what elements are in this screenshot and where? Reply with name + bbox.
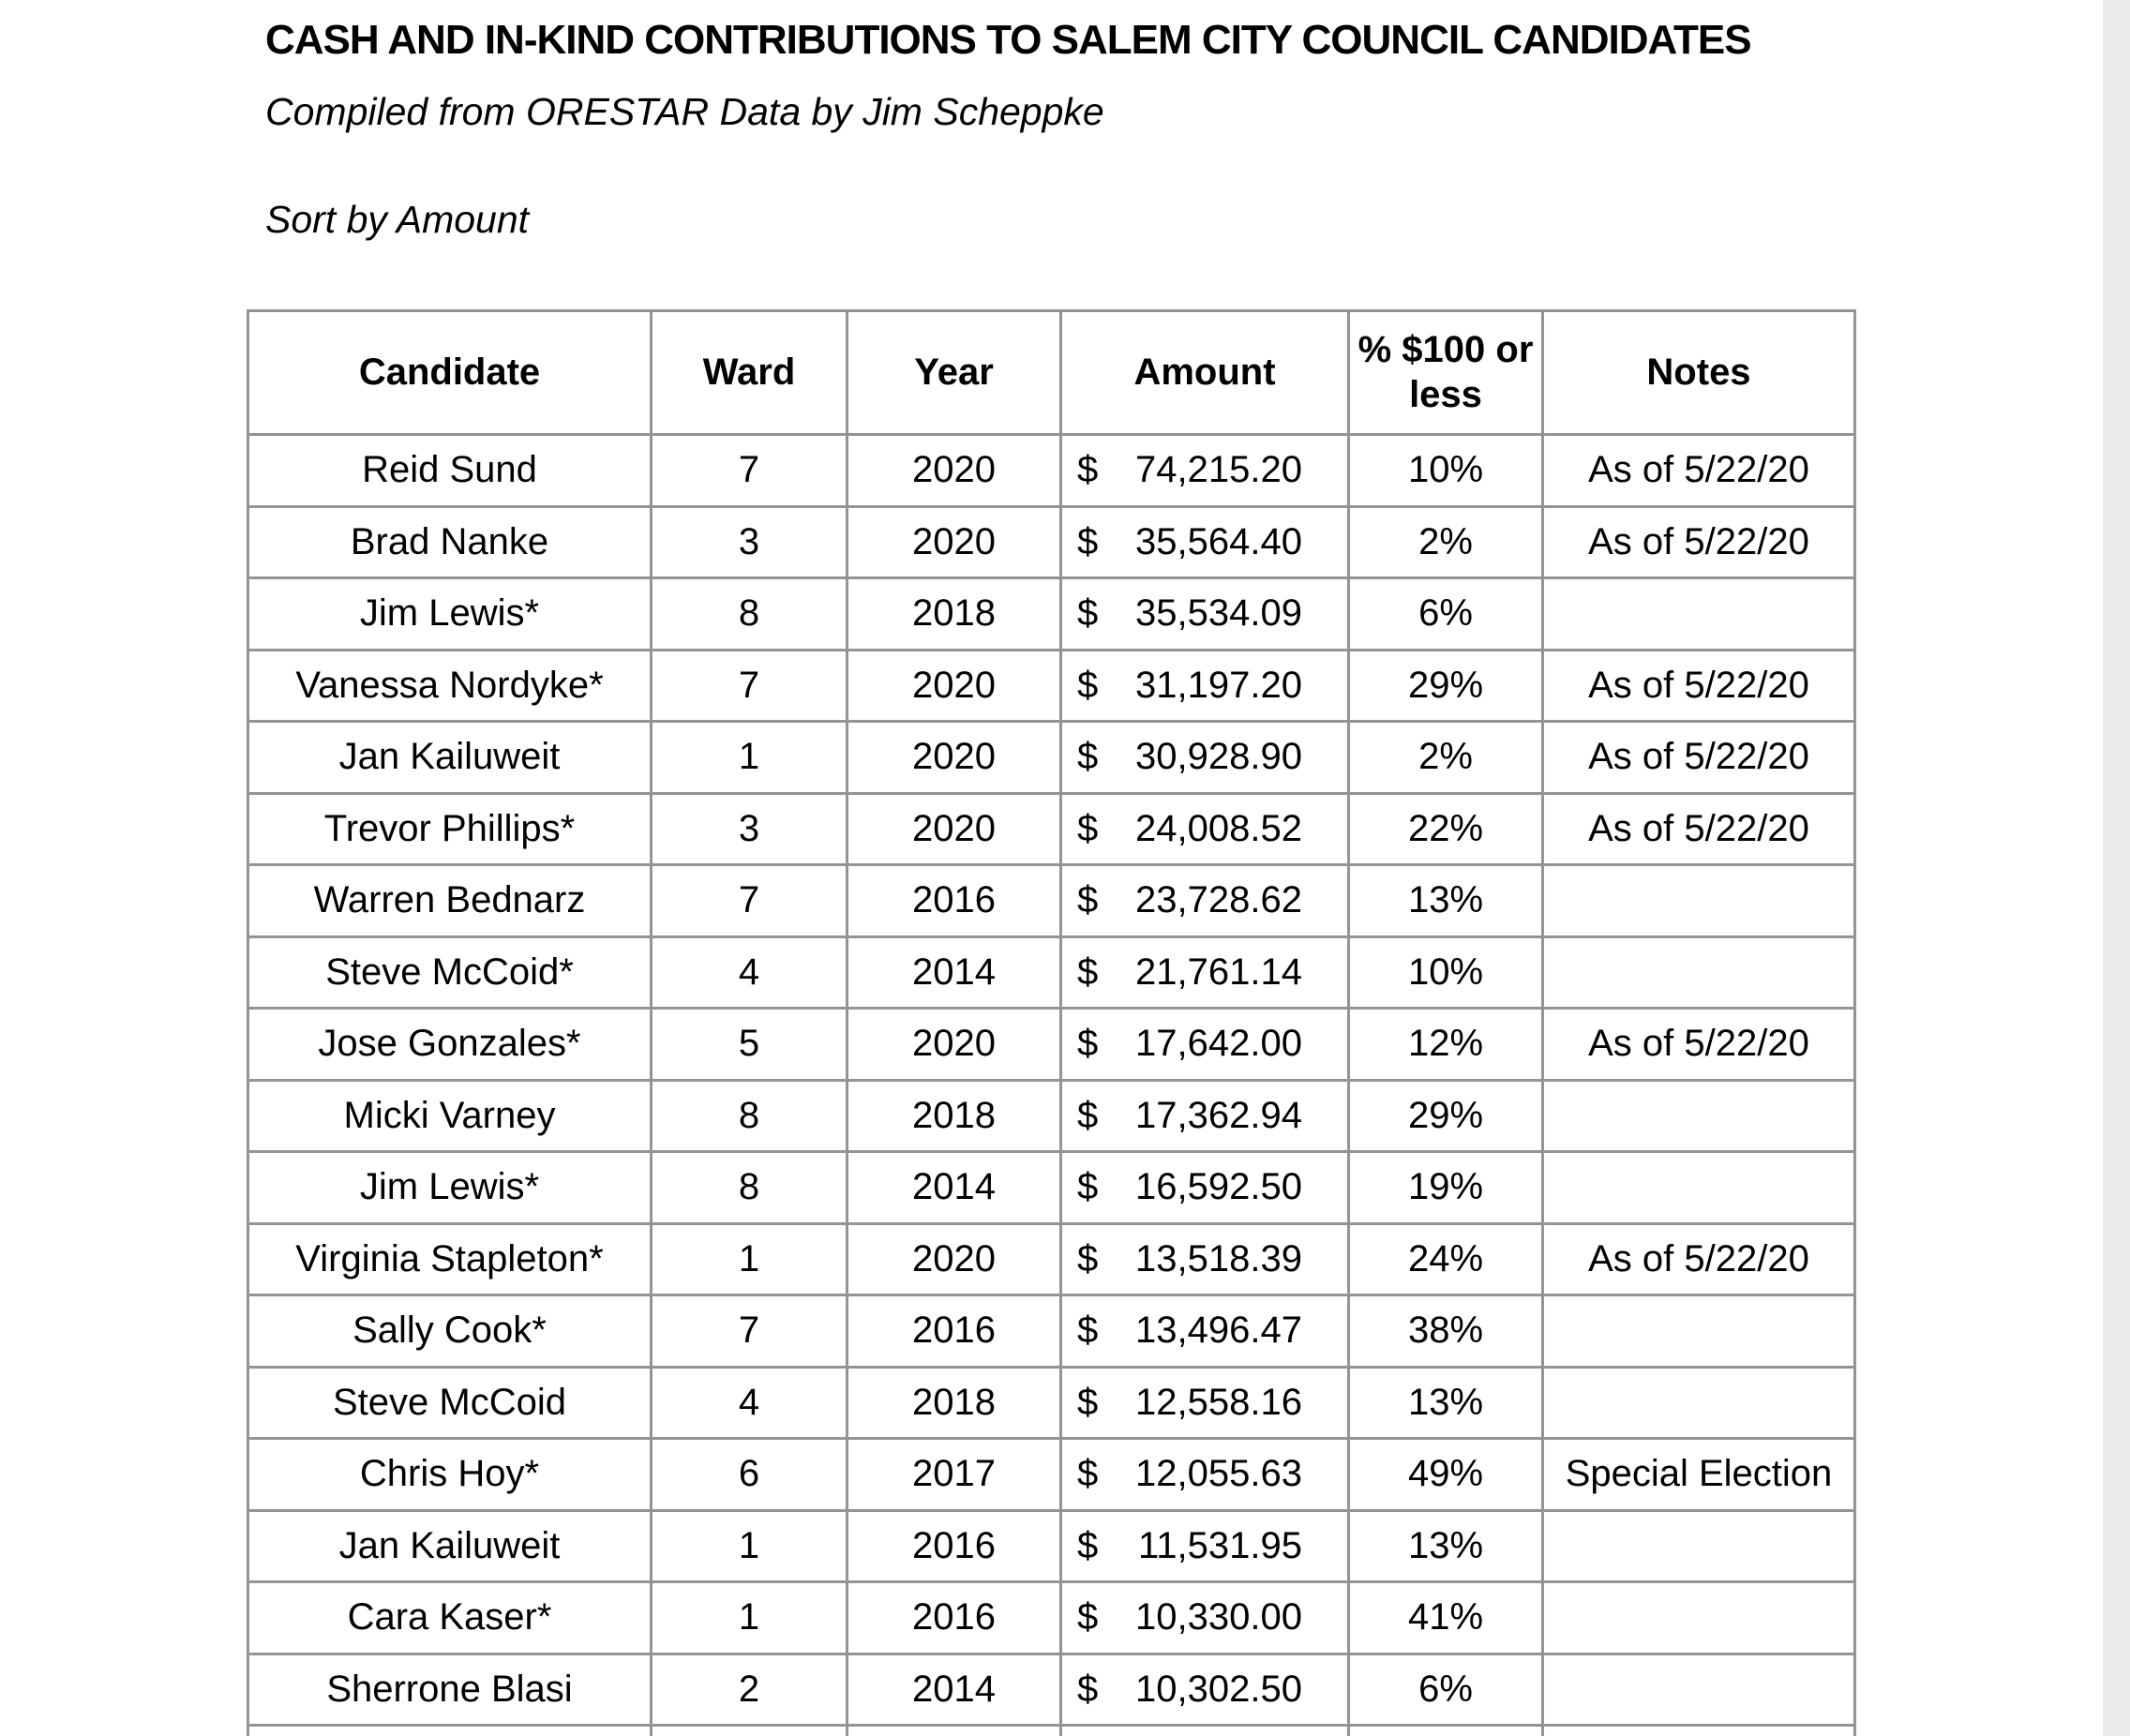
cell-pct-100-or-less: 49%: [1349, 1439, 1543, 1511]
amount-value: 31,197.20: [1135, 664, 1302, 706]
cell-year: 2018: [848, 1080, 1061, 1152]
cell-pct-100-or-less: 10%: [1349, 936, 1543, 1009]
cell-ward: 4: [652, 936, 848, 1009]
cell-candidate: [248, 1726, 652, 1736]
cell-year: 2018: [848, 1367, 1061, 1439]
cell-notes: [1543, 1510, 1855, 1582]
dollar-sign: $: [1077, 1023, 1099, 1065]
amount-value: 35,564.40: [1135, 520, 1302, 562]
cell-year: 2020: [848, 1223, 1061, 1295]
amount-value: 10,330.00: [1135, 1596, 1302, 1639]
cell-candidate: Brad Nanke: [248, 506, 652, 578]
table-header-row: [248, 311, 1855, 435]
cell-year: 2014: [848, 1654, 1061, 1726]
cell-candidate: Jan Kailuweit: [248, 722, 652, 794]
amount-value: 16,592.50: [1135, 1166, 1302, 1208]
cell-candidate: Steve McCoid: [248, 1367, 652, 1439]
cell-candidate: Cara Kaser*: [248, 1582, 652, 1654]
amount-value: 23,728.62: [1135, 879, 1302, 921]
cell-year: 2016: [848, 1510, 1061, 1582]
table-row: [248, 1009, 1855, 1081]
cell-notes: [1543, 865, 1855, 937]
cell-ward: 3: [652, 793, 848, 865]
cell-amount: [1061, 1152, 1349, 1224]
cell-pct-100-or-less: 6%: [1349, 578, 1543, 651]
cell-notes: [1543, 578, 1855, 651]
cell-year: 2017: [848, 1439, 1061, 1511]
cell-ward: 6: [652, 1439, 848, 1511]
cell-pct-100-or-less: 6%: [1349, 1654, 1543, 1726]
dollar-sign: $: [1077, 1309, 1099, 1352]
cell-year: 2014: [848, 936, 1061, 1009]
cell-notes: [1543, 936, 1855, 1009]
cell-year: 2020: [848, 1009, 1061, 1081]
cell-amount: [1061, 1582, 1349, 1654]
cell-pct-100-or-less: 22%: [1349, 793, 1543, 865]
cell-year: 2020: [848, 650, 1061, 722]
cell-ward: 7: [652, 1295, 848, 1368]
cell-notes: [1543, 1152, 1855, 1224]
cell-amount: [1061, 1439, 1349, 1511]
amount-value: 24,008.52: [1135, 807, 1302, 849]
cell-candidate: Jose Gonzales*: [248, 1009, 652, 1081]
cell-candidate: Warren Bednarz: [248, 865, 652, 937]
cell-amount: [1061, 435, 1349, 507]
cell-notes: [1543, 1080, 1855, 1152]
cell-pct-100-or-less: 29%: [1349, 650, 1543, 722]
cell-candidate: Micki Varney: [248, 1080, 652, 1152]
cell-candidate: Virginia Stapleton*: [248, 1223, 652, 1295]
table-row: [248, 1582, 1855, 1654]
column-header-amount: Amount: [1061, 311, 1349, 435]
amount-value: 17,362.94: [1135, 1094, 1302, 1136]
dollar-sign: $: [1077, 449, 1099, 491]
table-row: [248, 506, 1855, 578]
cell-notes: As of 5/22/20: [1543, 1223, 1855, 1295]
cell-amount: [1061, 722, 1349, 794]
amount-value: 74,215.20: [1135, 449, 1302, 491]
cell-year: 2018: [848, 578, 1061, 651]
cell-ward: 1: [652, 1510, 848, 1582]
table-row: [248, 1510, 1855, 1582]
document-subtitle: Compiled from ORESTAR Data by Jim Scheppke: [265, 90, 1104, 133]
cell-pct-100-or-less: [1349, 1726, 1543, 1736]
cell-notes: As of 5/22/20: [1543, 650, 1855, 722]
cell-ward: 1: [652, 722, 848, 794]
page-edge-gutter: [2103, 0, 2130, 1736]
dollar-sign: $: [1077, 879, 1099, 921]
cell-amount: [1061, 1009, 1349, 1081]
cell-ward: 1: [652, 1582, 848, 1654]
table-row: [248, 1152, 1855, 1224]
cell-candidate: Steve McCoid*: [248, 936, 652, 1009]
cell-ward: 7: [652, 865, 848, 937]
cell-notes: [1543, 1726, 1855, 1736]
cell-ward: 8: [652, 1080, 848, 1152]
cell-notes: [1543, 1367, 1855, 1439]
dollar-sign: $: [1077, 592, 1099, 635]
amount-value: 13,496.47: [1135, 1309, 1302, 1352]
dollar-sign: $: [1077, 1668, 1099, 1710]
cell-candidate: Sherrone Blasi: [248, 1654, 652, 1726]
dollar-sign: $: [1077, 520, 1099, 562]
cell-pct-100-or-less: 13%: [1349, 1367, 1543, 1439]
column-header-ward: Ward: [652, 311, 848, 435]
cell-notes: [1543, 1654, 1855, 1726]
table-row: [248, 1367, 1855, 1439]
cell-candidate: Reid Sund: [248, 435, 652, 507]
amount-value: 35,534.09: [1135, 592, 1302, 635]
amount-value: 10,302.50: [1135, 1668, 1302, 1710]
table-row: [248, 1080, 1855, 1152]
dollar-sign: $: [1077, 664, 1099, 706]
cell-amount: [1061, 578, 1349, 651]
amount-value: 30,928.90: [1135, 736, 1302, 778]
cell-amount: [1061, 1223, 1349, 1295]
amount-value: 11,531.95: [1138, 1524, 1302, 1566]
cell-pct-100-or-less: 41%: [1349, 1582, 1543, 1654]
table-row: [248, 578, 1855, 651]
table-row: [248, 435, 1855, 507]
cell-ward: 8: [652, 1152, 848, 1224]
cell-ward: 4: [652, 1367, 848, 1439]
dollar-sign: $: [1077, 1453, 1099, 1495]
dollar-sign: $: [1077, 1166, 1099, 1208]
table-row: [248, 1726, 1855, 1736]
table-row: [248, 650, 1855, 722]
table-row: [248, 1223, 1855, 1295]
cell-ward: 7: [652, 435, 848, 507]
cell-notes: [1543, 1295, 1855, 1368]
cell-year: 2014: [848, 1152, 1061, 1224]
cell-pct-100-or-less: 38%: [1349, 1295, 1543, 1368]
cell-pct-100-or-less: 12%: [1349, 1009, 1543, 1081]
column-header-candidate: Candidate: [248, 311, 652, 435]
amount-value: 12,055.63: [1135, 1453, 1302, 1495]
cell-notes: As of 5/22/20: [1543, 1009, 1855, 1081]
cell-amount: [1061, 506, 1349, 578]
table-row: [248, 1295, 1855, 1368]
cell-notes: [1543, 1582, 1855, 1654]
cell-ward: 5: [652, 1009, 848, 1081]
cell-pct-100-or-less: 13%: [1349, 1510, 1543, 1582]
amount-value: 17,642.00: [1135, 1023, 1302, 1065]
cell-year: 2020: [848, 793, 1061, 865]
dollar-sign: $: [1077, 1524, 1099, 1566]
cell-ward: 7: [652, 650, 848, 722]
cell-ward: 3: [652, 506, 848, 578]
table-row: [248, 793, 1855, 865]
cell-amount: [1061, 936, 1349, 1009]
cell-amount: [1061, 1510, 1349, 1582]
table-row: [248, 1654, 1855, 1726]
amount-value: 13,518.39: [1135, 1237, 1302, 1280]
column-header-notes: Notes: [1543, 311, 1855, 435]
cell-year: 2020: [848, 435, 1061, 507]
cell-ward: [652, 1726, 848, 1736]
cell-year: 2016: [848, 865, 1061, 937]
cell-ward: 1: [652, 1223, 848, 1295]
cell-notes: As of 5/22/20: [1543, 793, 1855, 865]
cell-candidate: Jim Lewis*: [248, 1152, 652, 1224]
cell-ward: 8: [652, 578, 848, 651]
table-row: [248, 722, 1855, 794]
table-row: [248, 936, 1855, 1009]
cell-pct-100-or-less: 2%: [1349, 722, 1543, 794]
dollar-sign: $: [1077, 1381, 1099, 1423]
column-header-year: Year: [848, 311, 1061, 435]
cell-pct-100-or-less: 2%: [1349, 506, 1543, 578]
cell-candidate: Jim Lewis*: [248, 578, 652, 651]
table-row: [248, 1439, 1855, 1511]
cell-amount: [1061, 650, 1349, 722]
amount-value: 12,558.16: [1135, 1381, 1302, 1423]
cell-pct-100-or-less: 10%: [1349, 435, 1543, 507]
dollar-sign: $: [1077, 1237, 1099, 1280]
dollar-sign: $: [1077, 1094, 1099, 1136]
cell-notes: As of 5/22/20: [1543, 435, 1855, 507]
dollar-sign: $: [1077, 736, 1099, 778]
cell-amount: [1061, 1367, 1349, 1439]
cell-candidate: Sally Cook*: [248, 1295, 652, 1368]
cell-amount: [1061, 1726, 1349, 1736]
cell-year: 2020: [848, 506, 1061, 578]
cell-pct-100-or-less: 24%: [1349, 1223, 1543, 1295]
sort-label: Sort by Amount: [265, 198, 530, 241]
contributions-table: [247, 309, 1856, 1736]
cell-amount: [1061, 1654, 1349, 1726]
cell-amount: [1061, 865, 1349, 937]
dollar-sign: $: [1077, 807, 1099, 849]
cell-candidate: Chris Hoy*: [248, 1439, 652, 1511]
cell-year: 2016: [848, 1582, 1061, 1654]
cell-candidate: Trevor Phillips*: [248, 793, 652, 865]
cell-year: 2016: [848, 1295, 1061, 1368]
cell-amount: [1061, 1080, 1349, 1152]
cell-amount: [1061, 1295, 1349, 1368]
cell-pct-100-or-less: 29%: [1349, 1080, 1543, 1152]
cell-notes: As of 5/22/20: [1543, 506, 1855, 578]
table-body: [248, 435, 1855, 1736]
cell-notes: Special Election: [1543, 1439, 1855, 1511]
cell-notes: As of 5/22/20: [1543, 722, 1855, 794]
dollar-sign: $: [1077, 1596, 1099, 1639]
page-title: CASH AND IN-KIND CONTRIBUTIONS TO SALEM CITY COUNCIL CANDIDATES: [265, 17, 1751, 63]
cell-amount: [1061, 793, 1349, 865]
cell-candidate: Jan Kailuweit: [248, 1510, 652, 1582]
column-header-pct-100-or-less: % $100 or less: [1349, 311, 1543, 435]
cell-year: [848, 1726, 1061, 1736]
cell-pct-100-or-less: 19%: [1349, 1152, 1543, 1224]
cell-candidate: Vanessa Nordyke*: [248, 650, 652, 722]
table-row: [248, 865, 1855, 937]
dollar-sign: $: [1077, 950, 1099, 993]
cell-year: 2020: [848, 722, 1061, 794]
cell-ward: 2: [652, 1654, 848, 1726]
cell-pct-100-or-less: 13%: [1349, 865, 1543, 937]
amount-value: 21,761.14: [1135, 950, 1302, 993]
